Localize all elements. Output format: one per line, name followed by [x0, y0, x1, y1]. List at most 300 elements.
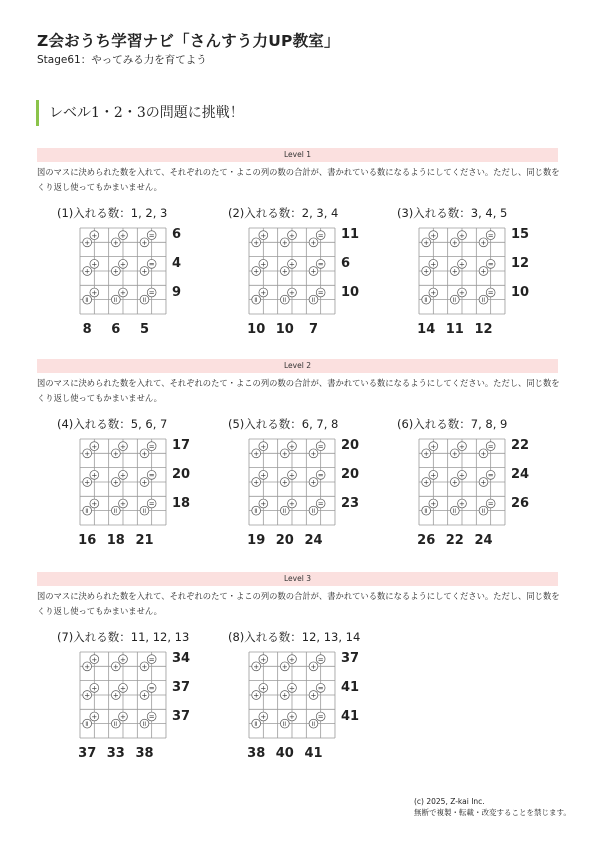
plus-circle	[83, 478, 92, 487]
svg-text:=: =	[317, 289, 324, 298]
plus-circle	[309, 449, 318, 458]
plus-circle	[252, 449, 261, 458]
svg-text:+: +	[310, 267, 317, 276]
svg-text:=: =	[317, 713, 324, 722]
plus-circle	[119, 442, 128, 451]
svg-text:+: +	[112, 662, 119, 671]
level-2-instructions: 図のマスに決められた数を入れて、それぞれのたて・よこの列の数の合計が、書かれている数になるようにしてください。ただし、同じ数をくり返し使ってもかまいません。	[37, 378, 560, 403]
column-sum: 8	[82, 322, 92, 337]
svg-text:+: +	[430, 260, 437, 269]
svg-text:+: +	[120, 684, 126, 693]
svg-text:=: =	[111, 507, 120, 514]
column-sum: 33	[106, 746, 125, 761]
equals-circle	[140, 295, 149, 304]
plus-circle	[83, 267, 92, 276]
column-sum: 12	[474, 322, 493, 337]
plus-circle	[280, 238, 289, 247]
column-sum: 37	[78, 746, 97, 761]
svg-text:+: +	[141, 238, 148, 247]
svg-text:=: =	[148, 500, 155, 509]
page-subtitle: Stage61：やってみる力を育てよう	[37, 54, 207, 66]
svg-text:=: =	[148, 442, 155, 451]
plus-circle	[309, 267, 318, 276]
plus-circle	[119, 470, 128, 479]
svg-text:=: =	[148, 231, 155, 240]
plus-circle	[280, 691, 289, 700]
plus-circle	[252, 691, 261, 700]
equals-circle	[147, 442, 156, 451]
plus-circle	[83, 238, 92, 247]
plus-circle	[90, 470, 99, 479]
column-sum: 10	[275, 322, 294, 337]
svg-text:+: +	[84, 691, 91, 700]
plus-circle	[111, 267, 120, 276]
row-sum: 41	[341, 708, 360, 724]
plus-circle	[288, 683, 297, 692]
plus-circle	[140, 662, 149, 671]
plus-circle	[252, 267, 261, 276]
svg-text:+: +	[423, 449, 430, 458]
column-sum: 38	[247, 746, 266, 761]
svg-text:+: +	[253, 478, 260, 487]
svg-text:=: =	[82, 296, 91, 303]
plus-circle	[111, 662, 120, 671]
svg-text:=: =	[478, 507, 487, 514]
svg-text:=: =	[487, 471, 494, 480]
svg-text:+: +	[451, 267, 458, 276]
plus-circle	[309, 238, 318, 247]
plus-circle	[259, 683, 268, 692]
svg-text:=: =	[308, 720, 317, 727]
plus-circle	[458, 259, 467, 268]
svg-text:=: =	[450, 507, 459, 514]
svg-text:+: +	[423, 478, 430, 487]
svg-text:=: =	[82, 507, 91, 514]
svg-text:+: +	[281, 691, 288, 700]
svg-text:=: =	[317, 442, 324, 451]
equals-circle	[316, 259, 325, 268]
footer	[414, 796, 571, 818]
equals-circle	[111, 295, 120, 304]
svg-text:=: =	[148, 713, 155, 722]
svg-text:+: +	[84, 449, 91, 458]
puzzle-grid	[249, 228, 347, 326]
plus-circle	[429, 442, 438, 451]
svg-text:=: =	[280, 720, 289, 727]
plus-circle	[111, 478, 120, 487]
equals-circle	[147, 470, 156, 479]
svg-text:+: +	[260, 713, 267, 722]
svg-text:+: +	[112, 238, 119, 247]
svg-text:+: +	[430, 471, 437, 480]
row-sum: 41	[341, 679, 360, 695]
copyright: (c) 2025, Z-kai Inc.	[414, 797, 485, 806]
column-sum: 19	[247, 533, 266, 548]
svg-text:+: +	[91, 289, 98, 298]
plus-circle	[288, 231, 297, 240]
column-sum: 24	[304, 533, 323, 548]
plus-circle	[83, 691, 92, 700]
level-1-bar: Level 1	[37, 148, 558, 162]
plus-circle	[140, 238, 149, 247]
svg-text:+: +	[253, 662, 260, 671]
plus-circle	[140, 691, 149, 700]
puzzle-grid	[80, 439, 178, 537]
svg-text:+: +	[120, 289, 126, 298]
svg-text:+: +	[260, 289, 267, 298]
svg-text:=: =	[280, 507, 289, 514]
svg-text:+: +	[260, 231, 267, 240]
svg-text:+: +	[253, 238, 260, 247]
puzzle-grid	[249, 439, 347, 537]
plus-circle	[288, 442, 297, 451]
equals-circle	[140, 719, 149, 728]
column-sum: 40	[275, 746, 294, 761]
plus-circle	[429, 470, 438, 479]
problem-3-label: (3)入れる数：3, 4, 5	[397, 206, 508, 220]
svg-text:=: =	[421, 507, 430, 514]
plus-circle	[252, 238, 261, 247]
svg-text:+: +	[91, 713, 98, 722]
svg-text:+: +	[120, 471, 126, 480]
svg-text:+: +	[459, 289, 465, 298]
equals-circle	[422, 295, 431, 304]
plus-circle	[252, 662, 261, 671]
row-sum: 20	[172, 466, 191, 482]
equals-circle	[486, 231, 495, 240]
plus-circle	[288, 259, 297, 268]
svg-text:+: +	[84, 478, 91, 487]
row-sum: 37	[172, 679, 191, 695]
svg-text:+: +	[91, 260, 98, 269]
row-sum: 37	[341, 651, 360, 667]
svg-text:+: +	[91, 442, 98, 451]
svg-text:+: +	[451, 238, 458, 247]
puzzle-grid	[80, 652, 178, 750]
plus-circle	[450, 267, 459, 276]
plus-circle	[90, 442, 99, 451]
svg-text:+: +	[260, 500, 267, 509]
svg-text:+: +	[459, 442, 465, 451]
plus-circle	[479, 449, 488, 458]
plus-circle	[309, 478, 318, 487]
svg-text:+: +	[430, 442, 437, 451]
svg-text:+: +	[289, 684, 295, 693]
plus-circle	[90, 259, 99, 268]
row-sum: 22	[511, 438, 530, 454]
plus-circle	[119, 231, 128, 240]
equals-circle	[147, 683, 156, 692]
plus-circle	[288, 470, 297, 479]
svg-text:=: =	[487, 260, 494, 269]
equals-circle	[309, 506, 318, 515]
svg-text:+: +	[310, 691, 317, 700]
copyright-notice: 無断で複製・転載・改変することを禁じます。	[414, 808, 571, 817]
svg-text:+: +	[459, 500, 465, 509]
svg-text:+: +	[91, 231, 98, 240]
svg-text:+: +	[289, 289, 295, 298]
plus-circle	[111, 691, 120, 700]
svg-text:+: +	[120, 231, 126, 240]
equals-circle	[316, 231, 325, 240]
svg-text:=: =	[111, 296, 120, 303]
svg-text:=: =	[82, 720, 91, 727]
svg-text:=: =	[317, 471, 324, 480]
equals-circle	[280, 295, 289, 304]
svg-text:+: +	[112, 691, 119, 700]
row-sum: 26	[511, 495, 530, 511]
svg-text:=: =	[308, 507, 317, 514]
equals-circle	[83, 506, 92, 515]
row-sum: 23	[341, 495, 360, 511]
svg-text:=: =	[111, 720, 120, 727]
plus-circle	[479, 238, 488, 247]
svg-text:+: +	[289, 500, 295, 509]
problem-7-label: (7)入れる数：11, 12, 13	[57, 630, 190, 644]
svg-text:+: +	[253, 449, 260, 458]
problem-8-label: (8)入れる数：12, 13, 14	[228, 630, 361, 644]
column-sum: 10	[247, 322, 266, 337]
svg-text:+: +	[430, 289, 437, 298]
column-sum: 38	[135, 746, 154, 761]
plus-circle	[90, 655, 99, 664]
equals-circle	[479, 295, 488, 304]
svg-text:=: =	[487, 289, 494, 298]
svg-text:=: =	[450, 296, 459, 303]
plus-circle	[252, 478, 261, 487]
svg-text:+: +	[310, 449, 317, 458]
svg-text:=: =	[148, 260, 155, 269]
equals-circle	[147, 655, 156, 664]
plus-circle	[90, 683, 99, 692]
svg-text:+: +	[459, 471, 465, 480]
svg-text:+: +	[459, 231, 465, 240]
svg-text:=: =	[251, 296, 260, 303]
row-sum: 12	[511, 255, 530, 271]
equals-circle	[83, 295, 92, 304]
column-sum: 11	[445, 322, 464, 337]
column-sum: 7	[308, 322, 319, 337]
row-sum: 6	[172, 227, 182, 243]
svg-text:+: +	[260, 471, 267, 480]
svg-text:+: +	[120, 655, 126, 664]
puzzle-grid	[249, 652, 347, 750]
problem-4-label: (4)入れる数：5, 6, 7	[57, 417, 168, 431]
svg-text:+: +	[141, 662, 148, 671]
svg-text:+: +	[281, 449, 288, 458]
svg-text:=: =	[317, 684, 324, 693]
plus-circle	[422, 267, 431, 276]
equals-circle	[111, 506, 120, 515]
column-sum: 26	[417, 533, 436, 548]
svg-text:+: +	[91, 655, 98, 664]
svg-text:+: +	[310, 238, 317, 247]
svg-text:+: +	[91, 500, 98, 509]
row-sum: 10	[341, 284, 360, 300]
problem-5-label: (5)入れる数：6, 7, 8	[228, 417, 339, 431]
equals-circle	[316, 683, 325, 692]
equals-circle	[280, 506, 289, 515]
column-sum: 20	[275, 533, 294, 548]
svg-text:+: +	[141, 691, 148, 700]
plus-circle	[422, 478, 431, 487]
level-1-instructions: 図のマスに決められた数を入れて、それぞれのたて・よこの列の数の合計が、書かれている数になるようにしてください。ただし、同じ数をくり返し使ってもかまいません。	[37, 167, 560, 192]
svg-text:+: +	[289, 713, 295, 722]
svg-text:=: =	[148, 684, 155, 693]
svg-text:+: +	[451, 478, 458, 487]
svg-text:=: =	[487, 231, 494, 240]
row-sum: 37	[172, 708, 191, 724]
equals-circle	[111, 719, 120, 728]
row-sum: 24	[511, 466, 530, 482]
plus-circle	[140, 478, 149, 487]
svg-text:=: =	[317, 260, 324, 269]
plus-circle	[458, 442, 467, 451]
plus-circle	[83, 662, 92, 671]
plus-circle	[458, 231, 467, 240]
svg-text:+: +	[289, 471, 295, 480]
plus-circle	[119, 683, 128, 692]
equals-circle	[486, 442, 495, 451]
equals-circle	[252, 506, 261, 515]
svg-text:+: +	[253, 691, 260, 700]
svg-text:+: +	[459, 260, 465, 269]
row-sum: 11	[341, 227, 360, 243]
column-sum: 16	[78, 533, 97, 548]
plus-circle	[450, 478, 459, 487]
svg-text:+: +	[430, 231, 437, 240]
svg-text:=: =	[421, 296, 430, 303]
svg-text:+: +	[260, 684, 267, 693]
plus-circle	[479, 478, 488, 487]
plus-circle	[259, 442, 268, 451]
plus-circle	[259, 655, 268, 664]
equals-circle	[252, 719, 261, 728]
equals-circle	[450, 506, 459, 515]
svg-text:+: +	[281, 662, 288, 671]
equals-circle	[486, 470, 495, 479]
plus-circle	[83, 449, 92, 458]
equals-circle	[252, 295, 261, 304]
svg-text:+: +	[120, 442, 126, 451]
svg-text:+: +	[480, 478, 487, 487]
plus-circle	[429, 231, 438, 240]
equals-circle	[147, 231, 156, 240]
svg-text:=: =	[251, 720, 260, 727]
equals-circle	[140, 506, 149, 515]
svg-text:+: +	[289, 231, 295, 240]
plus-circle	[422, 238, 431, 247]
column-sum: 22	[445, 533, 464, 548]
plus-circle	[259, 231, 268, 240]
svg-text:+: +	[141, 267, 148, 276]
svg-text:+: +	[141, 449, 148, 458]
svg-text:+: +	[281, 238, 288, 247]
row-sum: 20	[341, 466, 360, 482]
svg-text:+: +	[253, 267, 260, 276]
svg-text:+: +	[451, 449, 458, 458]
svg-text:+: +	[423, 238, 430, 247]
svg-text:=: =	[139, 296, 148, 303]
plus-circle	[140, 267, 149, 276]
svg-text:+: +	[281, 478, 288, 487]
plus-circle	[280, 449, 289, 458]
svg-text:=: =	[487, 442, 494, 451]
svg-text:=: =	[317, 500, 324, 509]
plus-circle	[309, 691, 318, 700]
equals-circle	[316, 655, 325, 664]
svg-text:+: +	[430, 500, 437, 509]
column-sum: 18	[106, 533, 125, 548]
svg-text:+: +	[260, 260, 267, 269]
row-sum: 10	[511, 284, 530, 300]
plus-circle	[422, 449, 431, 458]
svg-text:+: +	[112, 478, 119, 487]
plus-circle	[309, 662, 318, 671]
svg-text:+: +	[310, 662, 317, 671]
equals-circle	[280, 719, 289, 728]
column-sum: 6	[111, 322, 121, 337]
level-3-instructions: 図のマスに決められた数を入れて、それぞれのたて・よこの列の数の合計が、書かれている数になるようにしてください。ただし、同じ数をくり返し使ってもかまいません。	[37, 591, 560, 616]
plus-circle	[111, 238, 120, 247]
equals-circle	[309, 719, 318, 728]
row-sum: 15	[511, 227, 530, 243]
svg-text:=: =	[148, 655, 155, 664]
svg-text:+: +	[120, 713, 126, 722]
svg-text:+: +	[120, 260, 126, 269]
puzzle-grid	[419, 228, 517, 326]
plus-circle	[458, 470, 467, 479]
svg-text:+: +	[84, 267, 91, 276]
svg-text:+: +	[260, 655, 267, 664]
plus-circle	[259, 259, 268, 268]
svg-text:+: +	[480, 267, 487, 276]
row-sum: 17	[172, 438, 191, 454]
equals-circle	[316, 442, 325, 451]
svg-text:+: +	[423, 267, 430, 276]
plus-circle	[90, 231, 99, 240]
equals-circle	[422, 506, 431, 515]
plus-circle	[119, 259, 128, 268]
problem-1-label: (1)入れる数：1, 2, 3	[57, 206, 168, 220]
equals-circle	[83, 719, 92, 728]
svg-text:+: +	[480, 238, 487, 247]
svg-text:=: =	[139, 720, 148, 727]
equals-circle	[147, 259, 156, 268]
equals-circle	[316, 470, 325, 479]
equals-circle	[486, 259, 495, 268]
svg-text:+: +	[289, 442, 295, 451]
puzzle-grid	[80, 228, 178, 326]
svg-text:+: +	[84, 662, 91, 671]
problem-6-label: (6)入れる数：7, 8, 9	[397, 417, 508, 431]
plus-circle	[119, 655, 128, 664]
row-sum: 4	[172, 255, 182, 271]
problem-2-label: (2)入れる数：2, 3, 4	[228, 206, 339, 220]
svg-text:=: =	[139, 507, 148, 514]
level-3-bar: Level 3	[37, 572, 558, 586]
svg-text:=: =	[148, 471, 155, 480]
plus-circle	[259, 470, 268, 479]
svg-text:=: =	[487, 500, 494, 509]
plus-circle	[429, 259, 438, 268]
row-sum: 18	[172, 495, 191, 511]
equals-circle	[479, 506, 488, 515]
svg-text:+: +	[120, 500, 126, 509]
svg-text:=: =	[478, 296, 487, 303]
svg-text:=: =	[317, 655, 324, 664]
challenge-heading: レベル1・2・3の問題に挑戦！	[36, 100, 244, 126]
